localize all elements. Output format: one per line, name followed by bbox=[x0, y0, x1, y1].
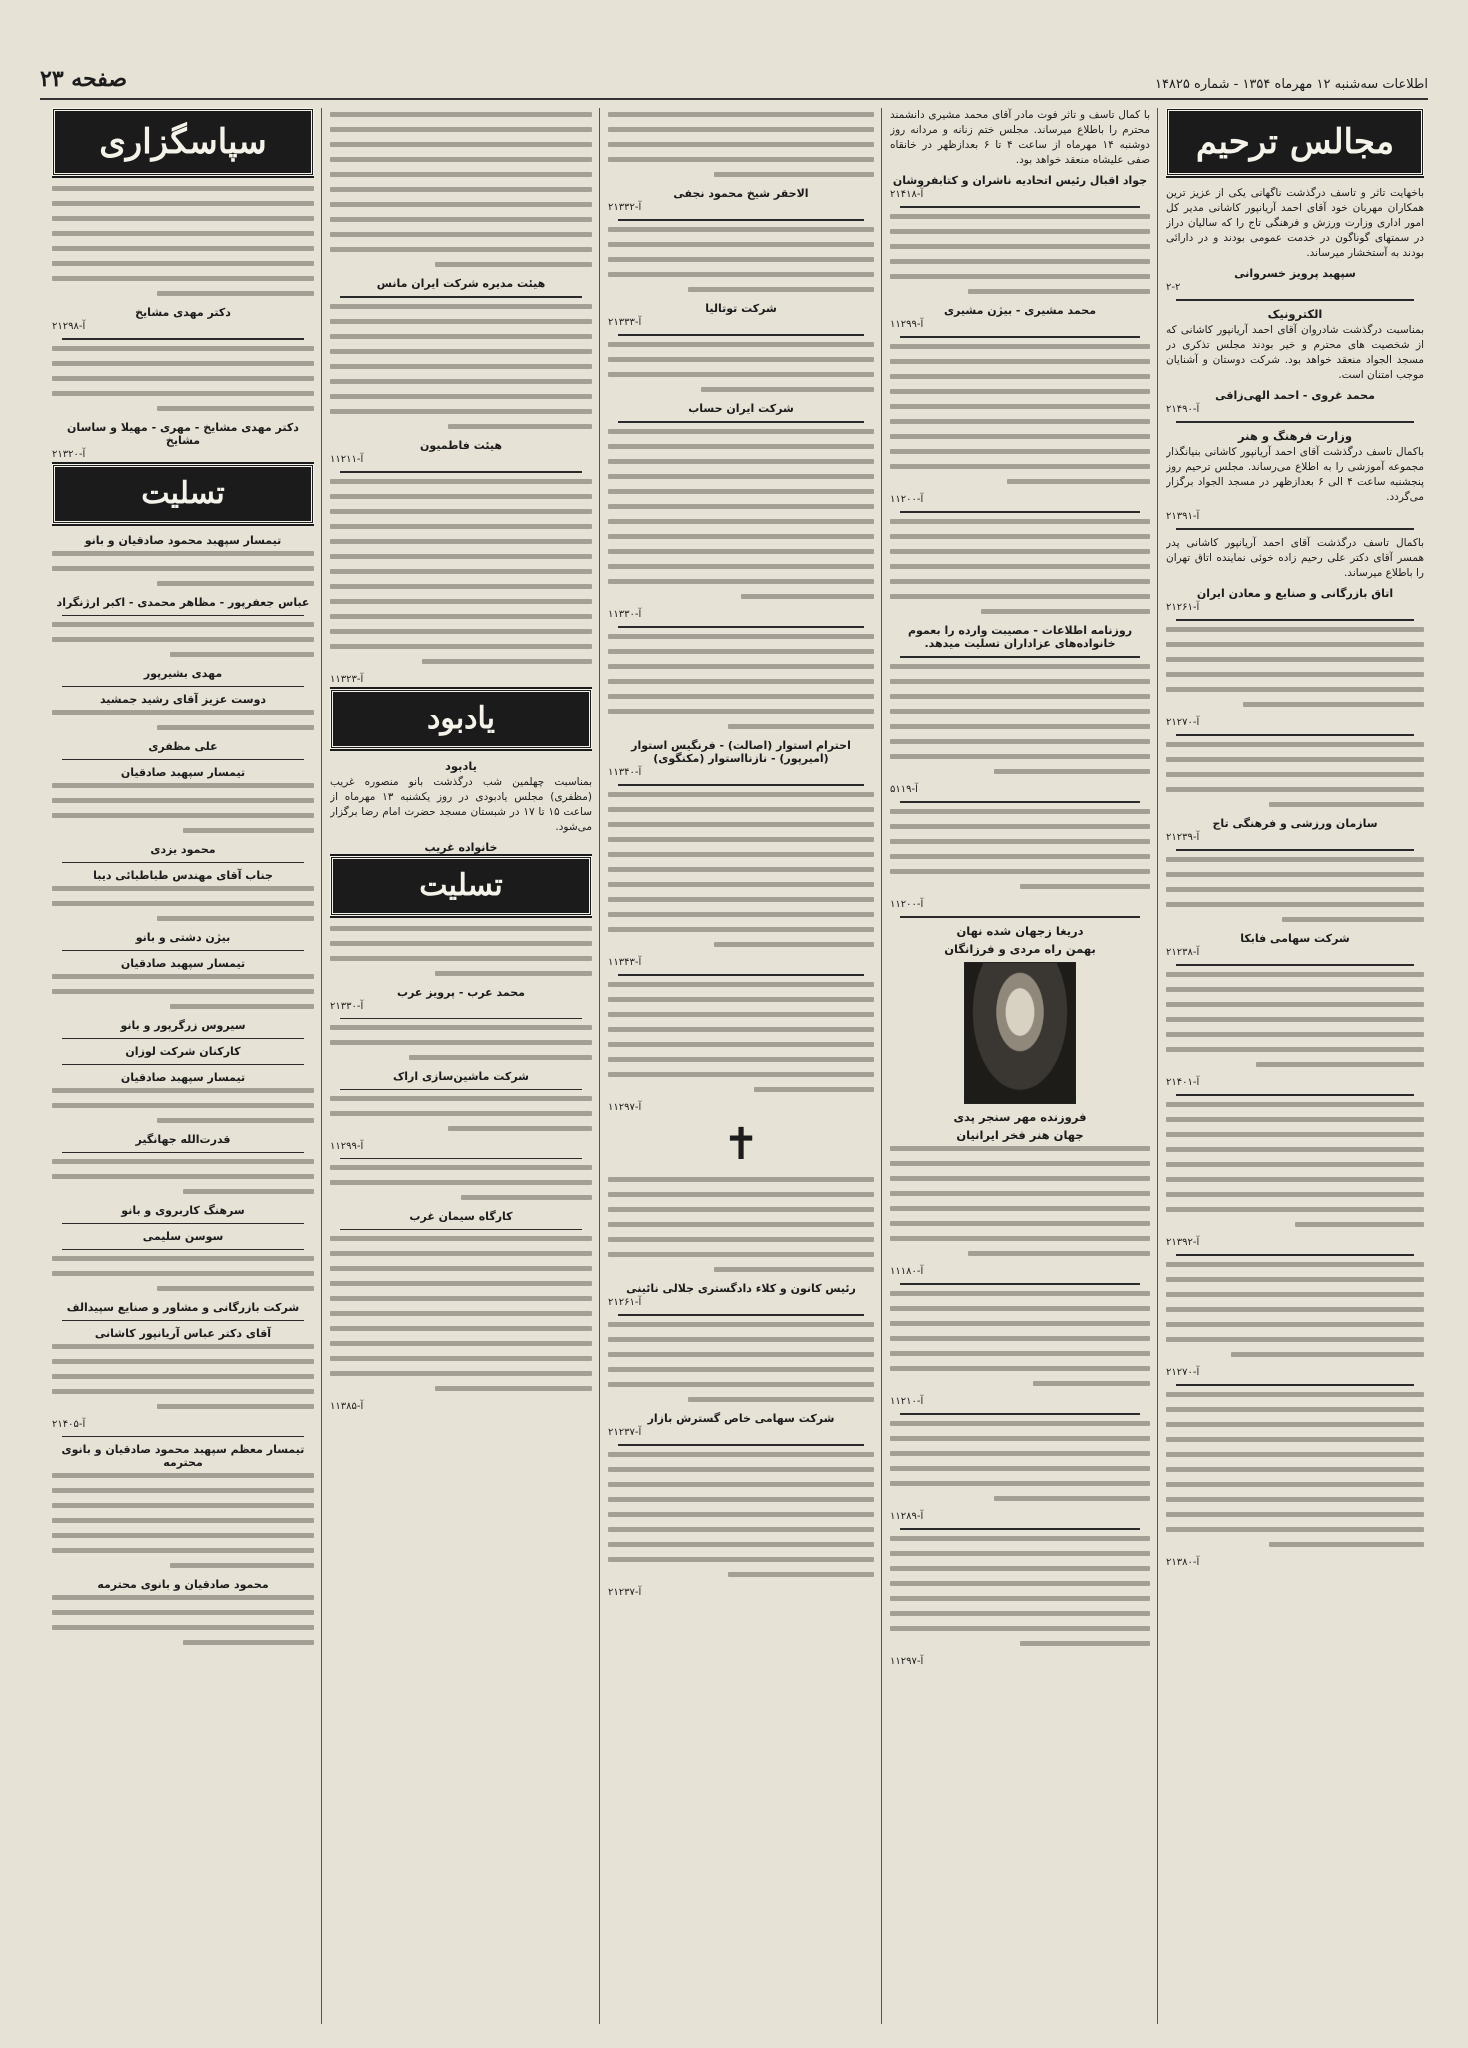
text-block bbox=[52, 710, 314, 730]
notice-code: آ-۲۱۳۳۲ bbox=[608, 202, 642, 213]
text-block bbox=[608, 429, 874, 599]
column-5 bbox=[52, 108, 314, 2024]
notice-signature: محمد غروی - احمد الهی‌زاقی bbox=[1215, 389, 1375, 402]
divider bbox=[340, 296, 582, 298]
notice-signature: شرکت توتالیا bbox=[705, 302, 777, 315]
notice-signature: محمد مشیری - بیژن مشیری bbox=[943, 304, 1097, 317]
notice-code: آ-۱۱۲۰۰ bbox=[890, 899, 924, 910]
notice-heading: یادبود bbox=[445, 759, 477, 773]
text-block bbox=[890, 344, 1150, 484]
notice-code: آ-۲۱۳۳۳ bbox=[608, 317, 642, 328]
text-block bbox=[330, 1025, 592, 1060]
section-banner-gratitude: سپاسگزاری bbox=[52, 108, 314, 176]
divider bbox=[1176, 299, 1414, 301]
notice-signature: شرکت سهامی خاص گسترش بازار bbox=[647, 1412, 835, 1425]
divider bbox=[618, 421, 864, 423]
divider bbox=[900, 916, 1140, 918]
notice-code: آ-۵۱۱۹ bbox=[890, 784, 918, 795]
divider bbox=[1176, 1094, 1414, 1096]
text-block bbox=[330, 1236, 592, 1391]
notice-signature: شرکت بازرگانی و مشاور و صنایع سپیدالف bbox=[66, 1301, 300, 1314]
poem-line: جهان هنر فخر ایرانیان bbox=[956, 1128, 1084, 1142]
text-block bbox=[1166, 742, 1424, 807]
divider bbox=[618, 334, 864, 336]
notice-signature: محمود صادقیان و بانوی محترمه bbox=[97, 1578, 269, 1591]
notice-signature: هیئت مدیره شرکت ایران مانس bbox=[376, 277, 546, 290]
notice-code: آ-۱۱۳۴۳ bbox=[608, 957, 642, 968]
notice-code: آ-۱۱۳۳۰ bbox=[608, 609, 642, 620]
notice-signature: شرکت ایران حساب bbox=[688, 402, 794, 415]
notice-signature: تیمسار سپهبد محمود صادقیان و بانو bbox=[84, 534, 282, 547]
divider bbox=[62, 1152, 304, 1153]
notice-code: آ-۱۱۲۹۷ bbox=[890, 1656, 924, 1667]
text-block bbox=[608, 982, 874, 1092]
notice-heading: وزارت فرهنگ و هنر bbox=[1238, 429, 1352, 443]
notice-code: آ-۲۱۲۷۰ bbox=[1166, 1367, 1200, 1378]
text-block bbox=[890, 214, 1150, 294]
notice-code: آ-۱۱۲۱۱ bbox=[330, 454, 364, 465]
divider bbox=[900, 511, 1140, 513]
divider bbox=[62, 338, 304, 340]
notice-signature: محمد عرب - پرویز عرب bbox=[397, 986, 525, 999]
notice-code: آ-۱۱۲۸۹ bbox=[890, 1511, 924, 1522]
text-block bbox=[608, 1322, 874, 1402]
text-block bbox=[890, 1146, 1150, 1256]
notice-code: آ-۲۱۳۳۰ bbox=[330, 1001, 364, 1012]
divider bbox=[62, 1436, 304, 1437]
notice-code: آ-۲۱۲۳۷ bbox=[608, 1427, 642, 1438]
divider bbox=[900, 801, 1140, 803]
divider bbox=[1176, 528, 1414, 530]
notice-signature: قدرت‌الله جهانگیر bbox=[135, 1133, 231, 1146]
text-block bbox=[330, 479, 592, 664]
notice-signature: کارکنان شرکت لوزان bbox=[125, 1045, 241, 1058]
notice-code: آ-۲۱۲۷۰ bbox=[1166, 717, 1200, 728]
notice-signature: تیمسار معظم سپهبد محمود صادقیان و بانوی محترمه bbox=[61, 1443, 305, 1469]
text-block bbox=[890, 1421, 1150, 1501]
divider bbox=[900, 656, 1140, 658]
divider bbox=[340, 471, 582, 473]
column-rule bbox=[1157, 108, 1158, 2024]
text-block bbox=[1166, 1392, 1424, 1547]
notice-signature: هیئت فاطمیون bbox=[420, 439, 502, 452]
notice-code: آ-۲۱۲۳۸ bbox=[1166, 947, 1200, 958]
notice-code: آ-۲۱۲۹۸ bbox=[52, 321, 86, 332]
notice-code: آ-۱۱۳۲۳ bbox=[330, 674, 364, 685]
divider bbox=[340, 1018, 582, 1019]
text-block bbox=[52, 622, 314, 657]
divider bbox=[1176, 421, 1414, 423]
column-rule bbox=[321, 108, 322, 2024]
issue-line: اطلاعات سه‌شنبه ۱۲ مهرماه ۱۳۵۴ - شماره ۱۴۸۲۵ bbox=[1154, 77, 1428, 92]
notice-text: باکمال تاسف درگذشت آقای احمد آریانپور کاشانی بنیانگذار مجموعه آموزشی را به اطلاع می‌رساند. مجلس ترحیم روز پنجشنبه ساعت ۴ الی ۶ بعدازظهر در مسجد الجواد برگزار می‌گردد. bbox=[1166, 446, 1424, 503]
text-block bbox=[52, 1473, 314, 1568]
notice-code: آ-۲۱۳۹۱ bbox=[1166, 511, 1200, 522]
text-block bbox=[52, 783, 314, 833]
text-block bbox=[330, 1165, 592, 1200]
section-banner-condolence: تسلیت bbox=[52, 464, 314, 524]
notice-signature: سرهنگ کاربروی و بانو bbox=[121, 1204, 245, 1217]
page-number: صفحه ۲۳ bbox=[40, 66, 128, 92]
divider bbox=[900, 1283, 1140, 1285]
notice-signature: احترام استوار (اصالت) - فرنگیس استوار (امیرپور) - نازنا‌استوار (مکنگوی) bbox=[631, 739, 851, 765]
text-block bbox=[608, 1177, 874, 1272]
divider bbox=[618, 1444, 864, 1446]
section-banner-mourning: مجالس ترحیم bbox=[1166, 108, 1424, 176]
notice-signature: بیژن دشتی و بانو bbox=[135, 931, 231, 944]
notice-signature: اتاق بازرگانی و صنایع و معادن ایران bbox=[1196, 587, 1394, 600]
notice-signature: سپهبد پرویز خسروانی bbox=[1234, 267, 1356, 280]
divider bbox=[62, 686, 304, 687]
notice-code: آ-۱۱۳۸۵ bbox=[330, 1401, 364, 1412]
column-2 bbox=[890, 108, 1150, 2024]
notice-signature: دکتر مهدی مشایخ bbox=[135, 306, 231, 319]
divider bbox=[900, 1413, 1140, 1415]
notice-code: آ-۱۱۱۸۰ bbox=[890, 1266, 924, 1277]
notice-code: آ-۱۱۳۴۰ bbox=[608, 767, 642, 778]
divider bbox=[1176, 734, 1414, 736]
notice-text: بمناسبت درگذشت شادروان آقای احمد آریانپور کاشانی که از شخصیت های محترم و خیر بودند مجلس تذکری در مسجد الجواد منعقد خواهد بود. شرکت دوستان و آشنایان موجب امتنان است. bbox=[1166, 324, 1424, 381]
divider bbox=[62, 1249, 304, 1250]
notice-text: باکمال تاسف درگذشت آقای احمد آریانپور کاشانی پدر همسر آقای دکتر علی رحیم زاده خوئی نماینده اتاق تهران را باطلاع میرساند. bbox=[1166, 537, 1424, 579]
divider bbox=[340, 1229, 582, 1230]
column-rule bbox=[881, 108, 882, 2024]
text-block bbox=[52, 551, 314, 586]
divider bbox=[618, 1314, 864, 1316]
notice-signature: جناب آقای مهندس طباطبائی دیبا bbox=[93, 869, 273, 882]
divider bbox=[62, 862, 304, 863]
divider bbox=[340, 1089, 582, 1090]
divider bbox=[1176, 1384, 1414, 1386]
text-block bbox=[608, 112, 874, 177]
divider bbox=[62, 950, 304, 951]
notice-code: ۲-۲ bbox=[1166, 282, 1181, 293]
text-block bbox=[608, 342, 874, 392]
text-block bbox=[608, 1452, 874, 1577]
notice-code: آ-۲۱۲۶۱ bbox=[1166, 602, 1200, 613]
divider bbox=[1176, 849, 1414, 851]
notice-code: آ-۲۱۲۳۷ bbox=[608, 1587, 642, 1598]
notice-code: آ-۲۱۴۹۰ bbox=[1166, 404, 1200, 415]
text-block bbox=[52, 1256, 314, 1291]
notice-signature: آقای دکتر عباس آریانپور کاشانی bbox=[94, 1327, 272, 1340]
poem-line: فروزنده مهر سنجر پدی bbox=[953, 1110, 1087, 1124]
divider bbox=[618, 219, 864, 221]
text-block bbox=[52, 186, 314, 296]
text-block bbox=[608, 634, 874, 729]
divider bbox=[618, 784, 864, 786]
notice-signature: سازمان ورزشی و فرهنگی تاج bbox=[1212, 817, 1378, 830]
notice-signature: دکتر مهدی مشایخ - مهری - مهیلا و ساسان مشایخ bbox=[67, 421, 299, 447]
notice-signature: جواد اقبال رئیس اتحادیه ناشران و کتابفروشان bbox=[892, 174, 1148, 187]
notice-signature: علی مظفری bbox=[148, 740, 218, 753]
poem-line: دریغا زجهان شده نهان bbox=[956, 924, 1084, 938]
text-block bbox=[330, 926, 592, 976]
page-masthead bbox=[40, 52, 1428, 100]
notice-signature: الاحقر شیخ محمود نجفی bbox=[673, 187, 809, 200]
divider bbox=[62, 1223, 304, 1224]
notice-code: آ-۲۱۴۰۱ bbox=[1166, 1077, 1200, 1088]
notice-text: باخهایت تاثر و تاسف درگذشت ناگهانی یکی از عزیز ترین همکاران مهربان خود آقای احمد آریانپور کاشانی مدیر کل امور اداری وزارت ورزش و فرهنگی تاج را که سالیان دراز در سمتهای گوناگون در خدمت عمومی بودند و در دارائی بودند به آستخشار میرساند. bbox=[1166, 187, 1424, 259]
notice-signature: سیروس زرگرپور و بانو bbox=[120, 1019, 246, 1032]
poem-line: بهمن راه مردی و فرزانگان bbox=[944, 942, 1096, 956]
divider bbox=[62, 1320, 304, 1321]
divider bbox=[62, 1064, 304, 1065]
notice-code: آ-۲۱۴۰۵ bbox=[52, 1419, 86, 1430]
notice-code: آ-۱۱۲۹۹ bbox=[330, 1141, 364, 1152]
text-block bbox=[890, 519, 1150, 614]
section-banner-memorial: یادبود bbox=[330, 689, 592, 749]
divider bbox=[340, 1158, 582, 1159]
notice-text: بمناسبت چهلمین شب درگذشت بانو منصوره غریب (مظفری) مجلس یادبودی در روز یکشنبه ۱۳ مهرماه از ساعت ۱۵ تا ۱۷ در شبستان مسجد حضرت امام رضا برگزار می‌شود. bbox=[330, 776, 592, 833]
divider bbox=[900, 1528, 1140, 1530]
column-3 bbox=[608, 108, 874, 2024]
text-block bbox=[330, 112, 592, 267]
cross-icon: ✝ bbox=[722, 1119, 760, 1170]
text-block bbox=[52, 886, 314, 921]
notice-code: آ-۲۱۲۶۱ bbox=[608, 1297, 642, 1308]
notice-signature: تیمسار سپهبد صادقیان bbox=[120, 766, 246, 779]
text-block bbox=[890, 1291, 1150, 1386]
text-block bbox=[890, 809, 1150, 889]
text-block bbox=[52, 346, 314, 411]
divider bbox=[62, 759, 304, 760]
notice-text: با کمال تاسف و تاثر فوت مادر آقای محمد مشیری دانشمند محترم را باطلاع میرساند. مجلس ختم زنانه و مردانه روز دوشنبه ۱۴ مهرماه از ساعت ۴ تا ۶ بعدازظهر در خانقاه صفی علیشاه منعقد خواهد بود. bbox=[890, 109, 1150, 166]
text-block bbox=[1166, 1262, 1424, 1357]
column-rule bbox=[599, 108, 600, 2024]
text-block bbox=[330, 304, 592, 429]
text-block bbox=[1166, 972, 1424, 1067]
notice-signature: دوست عزیز آقای رشید جمشید bbox=[99, 693, 267, 706]
notice-signature: کارگاه سیمان غرب bbox=[409, 1210, 513, 1223]
text-block bbox=[52, 1595, 314, 1645]
notice-signature: خانواده غریب bbox=[424, 841, 498, 854]
divider bbox=[900, 206, 1140, 208]
notice-heading: الکترونیک bbox=[1267, 307, 1323, 321]
text-block bbox=[890, 664, 1150, 774]
text-block bbox=[52, 1088, 314, 1123]
text-block bbox=[1166, 1102, 1424, 1227]
text-block bbox=[52, 1344, 314, 1409]
notice-code: آ-۲۱۲۳۹ bbox=[1166, 832, 1200, 843]
text-block bbox=[52, 1159, 314, 1194]
divider bbox=[1176, 1254, 1414, 1256]
divider bbox=[62, 615, 304, 616]
portrait-photo bbox=[964, 962, 1076, 1104]
column-4 bbox=[330, 108, 592, 2024]
text-block bbox=[608, 792, 874, 947]
notice-code: آ-۱۱۲۹۹ bbox=[890, 319, 924, 330]
divider bbox=[618, 974, 864, 976]
notice-signature: مهدی بشیرپور bbox=[143, 667, 223, 680]
text-block bbox=[52, 974, 314, 1009]
notice-code: آ-۲۱۳۲۰ bbox=[52, 449, 86, 460]
divider bbox=[618, 626, 864, 628]
notice-code: آ-۲۱۴۱۸ bbox=[890, 189, 924, 200]
divider bbox=[62, 1038, 304, 1039]
divider bbox=[1176, 619, 1414, 621]
notice-signature: سوسن سلیمی bbox=[142, 1230, 224, 1243]
text-block bbox=[1166, 627, 1424, 707]
divider bbox=[900, 336, 1140, 338]
text-block bbox=[608, 227, 874, 292]
divider bbox=[1176, 964, 1414, 966]
notice-code: آ-۱۱۲۰۰ bbox=[890, 494, 924, 505]
notice-code: آ-۲۱۳۹۲ bbox=[1166, 1237, 1200, 1248]
notice-code: آ-۱۱۲۹۷ bbox=[608, 1102, 642, 1113]
column-1 bbox=[1166, 108, 1424, 2024]
text-block bbox=[1166, 857, 1424, 922]
notice-signature: تیمسار سپهبد صادقیان bbox=[120, 957, 246, 970]
notice-signature: شرکت سهامی فابکا bbox=[1240, 932, 1350, 945]
notice-signature: رئیس کانون و کلاء دادگستری جلالی نائینی bbox=[626, 1282, 856, 1295]
text-block bbox=[330, 1096, 592, 1131]
notice-signature: عباس جعفرپور - مظاهر محمدی - اکبر ارژنگراد bbox=[56, 596, 310, 609]
notice-signature: شرکت ماشین‌سازی اراک bbox=[392, 1070, 529, 1083]
notice-signature: محمود یزدی bbox=[150, 843, 216, 856]
notice-code: آ-۲۱۳۸۰ bbox=[1166, 1557, 1200, 1568]
notice-code: آ-۱۱۲۱۰ bbox=[890, 1396, 924, 1407]
text-block bbox=[890, 1536, 1150, 1646]
notice-signature: تیمسار سپهبد صادقیان bbox=[120, 1071, 246, 1084]
section-banner-condolence: تسلیت bbox=[330, 856, 592, 916]
notice-signature: روزنامه اطلاعات - مصیبت وارده را بعموم خانواده‌های عزاداران تسلیت میدهد. bbox=[907, 624, 1133, 650]
